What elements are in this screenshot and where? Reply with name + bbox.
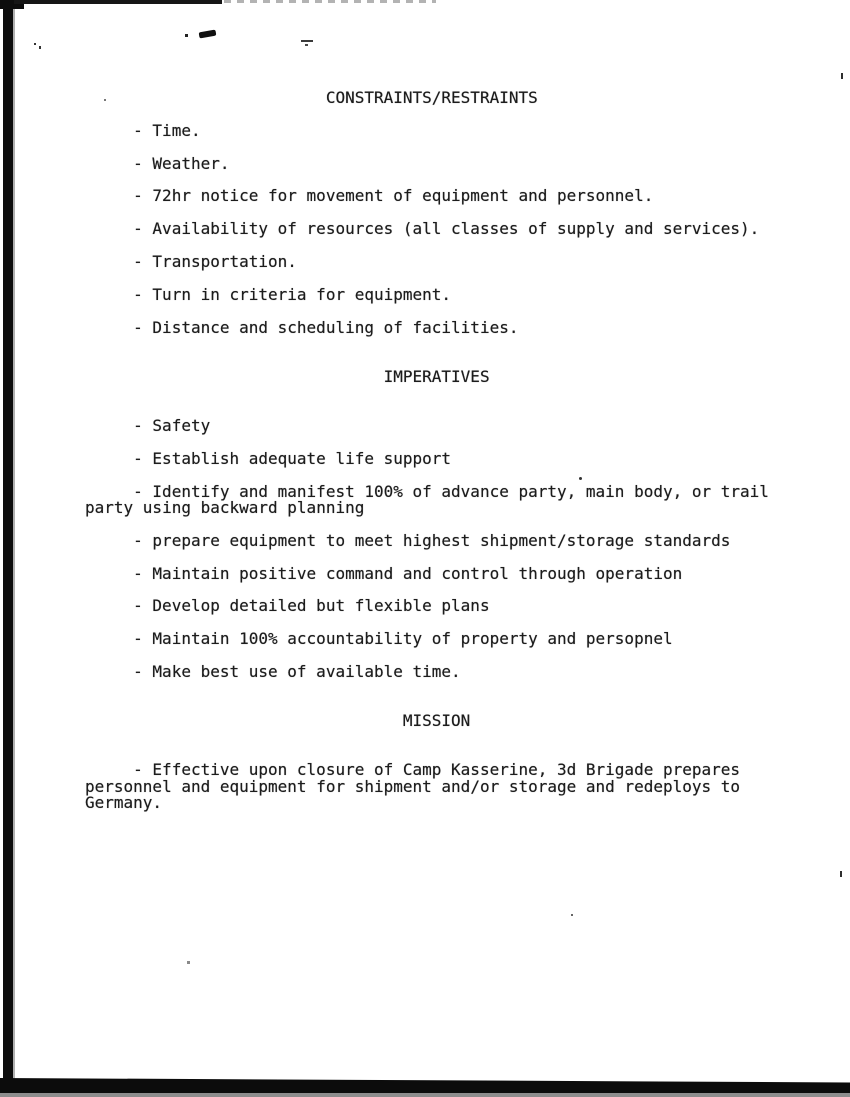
scan-tick-right [841,73,843,79]
scan-dash-mark [301,40,313,42]
document-line: - Transportation. [133,251,297,271]
scan-speck [187,961,190,964]
scan-edge-bottom-shadow [0,1093,850,1097]
scan-dash-mark-dot [305,44,308,46]
document-line [85,385,825,401]
document-line [85,730,825,746]
document-line: - Establish adequate life support [133,448,452,468]
document-line: - Time. [133,120,201,140]
document-line: - Identify and manifest 100% of advance party, main body, or trail [133,481,769,501]
document-line: - Effective upon closure of Camp Kasserine, 3d Brigade prepares [133,760,741,780]
document-line: - Maintain 100% accountability of property and persopnel [133,629,673,649]
document-line: - prepare equipment to meet highest shipment/storage standards [133,530,731,550]
document-line: party using backward planning [85,497,365,517]
scan-edge-left-bar [3,0,13,1097]
section-heading: IMPERATIVES [383,366,490,386]
scan-speck [104,99,106,101]
scan-speck [571,914,573,916]
document-line: - Weather. [133,153,230,173]
section-heading: MISSION [402,711,471,731]
scan-pen-mark [199,30,217,39]
document-line: - Make best use of available time. [133,661,461,681]
document-line [85,336,825,352]
scan-speck [579,477,582,480]
document-line: Germany. [85,793,163,813]
document-line: - Availability of resources (all classes of supply and services). [133,219,760,239]
document-line: - Develop detailed but flexible plans [133,596,490,616]
document-line: - Distance and scheduling of facilities. [133,317,519,337]
scan-ink-dot [34,43,36,45]
document-line: - Turn in criteria for equipment. [133,284,452,304]
scan-tick-right [840,871,842,877]
scan-edge-left-shadow [13,0,15,1097]
document-line: - 72hr notice for movement of equipment and personnel. [133,186,654,206]
document-line: - Safety [133,415,211,435]
scan-edge-top-line [14,0,222,4]
scan-pen-dot [185,34,188,37]
document-line [85,680,825,696]
section-heading: CONSTRAINTS/RESTRAINTS [325,88,538,107]
document-line: - Maintain positive command and control through operation [133,563,683,583]
scan-edge-top-line-faint [224,0,436,3]
typed-document [85,90,825,812]
document-line: personnel and equipment for shipment and/or storage and redeploys to [85,776,741,796]
scan-ink-dot [39,46,41,49]
